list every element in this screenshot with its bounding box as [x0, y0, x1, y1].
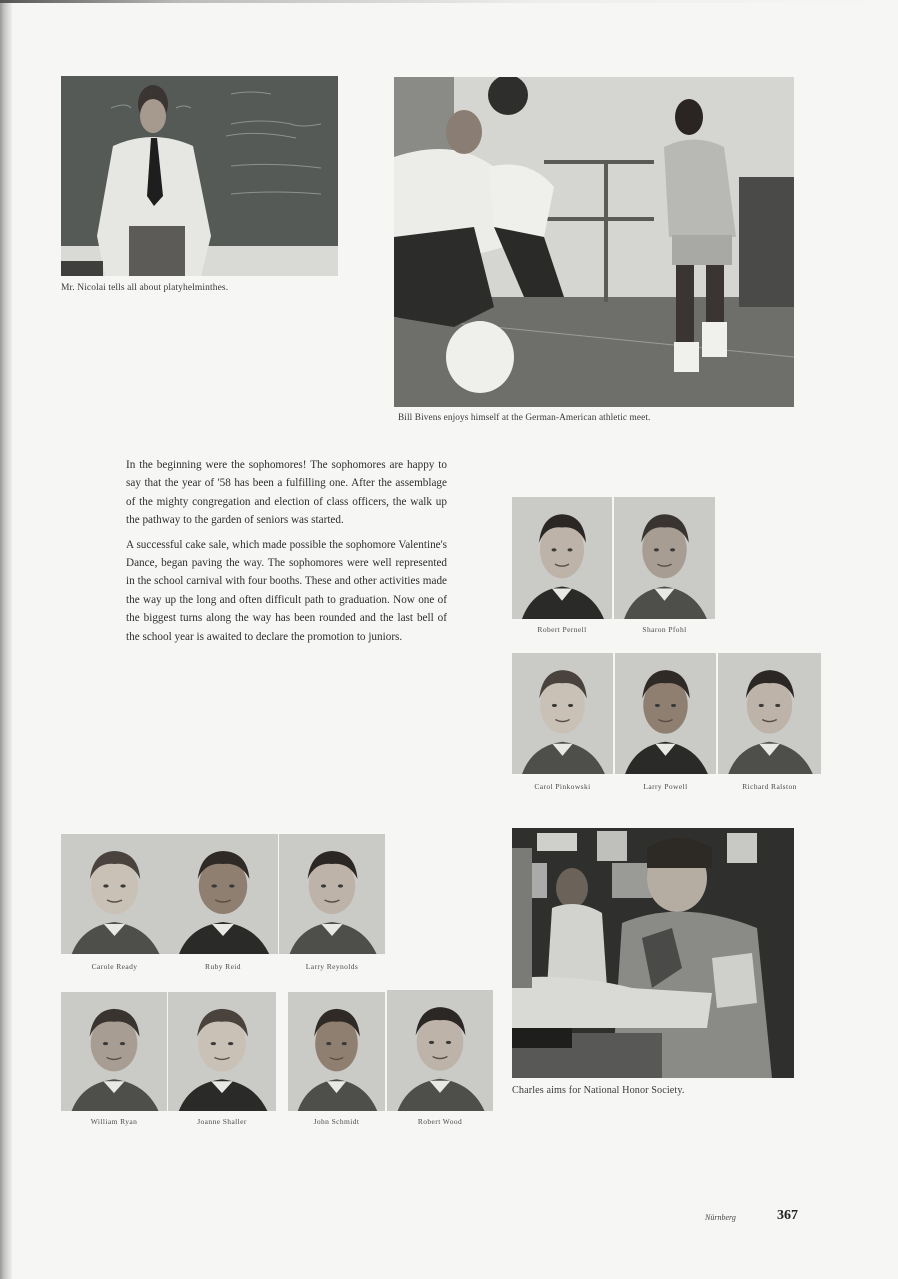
portrait-photo-icon — [387, 990, 493, 1111]
portrait-photo-icon — [279, 834, 385, 954]
portrait-photo-icon — [288, 992, 385, 1111]
article-body — [126, 456, 447, 652]
portrait-photo-icon — [61, 992, 167, 1111]
teacher-photo-caption: Mr. Nicolai tells all about platyhelminthes. — [61, 283, 229, 293]
athletics-photo — [394, 77, 794, 407]
athletic-meet-scene-icon — [394, 77, 794, 407]
portrait-photo-icon — [615, 653, 716, 774]
portrait-photo-icon — [168, 992, 276, 1111]
portrait-photo-icon — [61, 834, 168, 954]
student-portrait — [288, 992, 385, 1111]
student-portrait — [615, 653, 716, 774]
portrait-photo-icon — [718, 653, 821, 774]
teacher-photo — [61, 76, 338, 276]
student-name: John Schmidt — [313, 1117, 360, 1126]
article-paragraph: A successful cake sale, which made possible the sophomore Valentine's Dance, began paving the way. The sophomores were well represented in the school carnival with four booths. These and other activities made the way up the long and often difficult path to graduation. Now one of the biggest turns along the way has been rounded and the last bell of the school year is awaited to declare the promotion to juniors. — [126, 538, 447, 643]
student-name: Larry Powell — [643, 782, 688, 791]
article-paragraph: In the beginning were the sophomores! The sophomores are happy to say that the year of '58 has been a fulfilling one. After the assemblage of the mighty congregation and election of class officers, the walk up the pathway to the garden of seniors was started. — [126, 459, 447, 527]
student-name: Carol Pinkowski — [534, 782, 591, 791]
student-name: Sharon Pfohl — [642, 625, 687, 634]
student-portrait — [512, 653, 613, 774]
student-name: Robert Wood — [417, 1117, 463, 1126]
student-portrait — [168, 992, 276, 1111]
student-name: Robert Pernell — [537, 625, 587, 634]
footer-section-name: Nürnberg — [705, 1213, 736, 1222]
student-name: William Ryan — [90, 1117, 138, 1126]
student-portrait — [61, 834, 168, 954]
student-name: Carole Ready — [91, 962, 138, 971]
chalkboard-scene-icon — [61, 76, 338, 276]
student-portrait — [387, 990, 493, 1111]
student-studying-scene-icon — [512, 828, 794, 1078]
portrait-photo-icon — [512, 497, 612, 619]
student-portrait — [168, 834, 278, 954]
student-name: Joanne Shaller — [197, 1117, 247, 1126]
student-portrait — [718, 653, 821, 774]
portrait-photo-icon — [512, 653, 613, 774]
student-portrait — [614, 497, 715, 619]
page-number: 367 — [777, 1208, 798, 1223]
page-top-edge — [0, 0, 898, 3]
student-name: Ruby Reid — [205, 962, 241, 971]
athletics-photo-caption: Bill Bivens enjoys himself at the German-American athletic meet. — [398, 413, 651, 423]
portrait-photo-icon — [168, 834, 278, 954]
student-name: Larry Reynolds — [305, 962, 359, 971]
honor-photo — [512, 828, 794, 1078]
student-name: Richard Ralston — [742, 782, 797, 791]
student-portrait — [512, 497, 612, 619]
portrait-photo-icon — [614, 497, 715, 619]
student-portrait — [61, 992, 167, 1111]
student-portrait — [279, 834, 385, 954]
honor-photo-caption: Charles aims for National Honor Society. — [512, 1085, 685, 1096]
page-binding-edge — [0, 0, 12, 1279]
